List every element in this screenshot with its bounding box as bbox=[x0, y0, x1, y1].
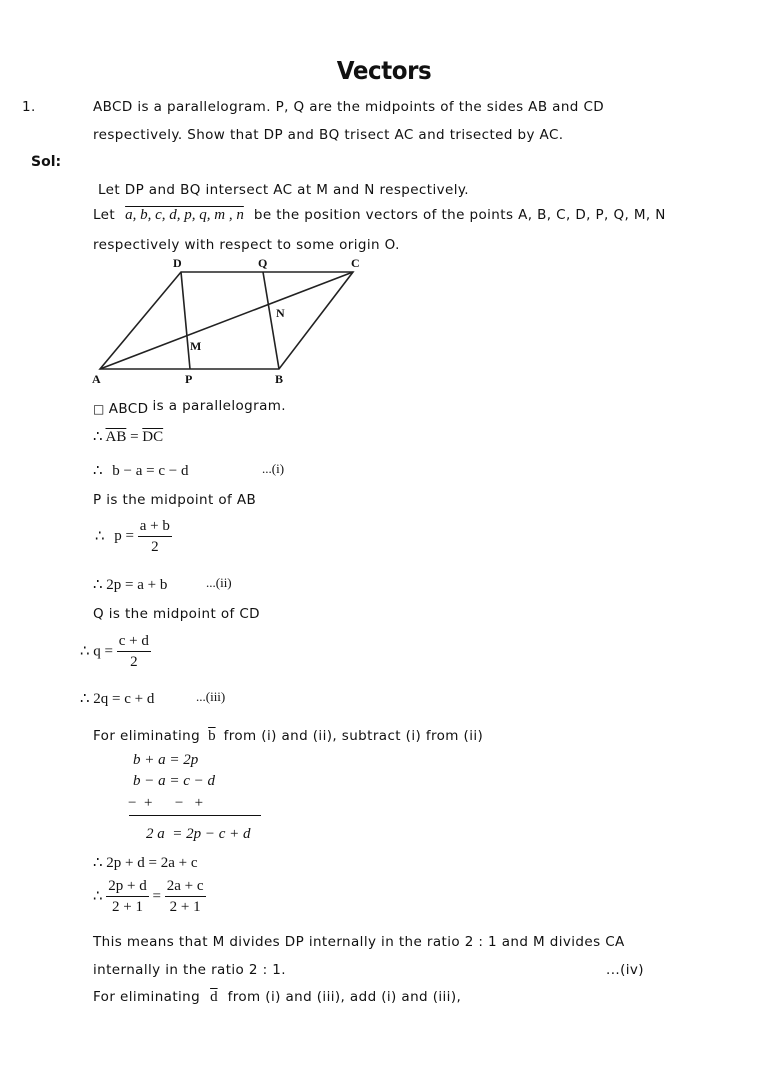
step-parallelogram bbox=[93, 400, 286, 418]
numerator: a + b bbox=[138, 518, 172, 537]
step-eq-i bbox=[93, 461, 189, 480]
sub-divider bbox=[129, 815, 261, 816]
p-midpoint-text: P is the midpoint of AB bbox=[93, 492, 257, 508]
square-symbol: □ bbox=[93, 402, 105, 416]
parallelogram-figure bbox=[88, 255, 378, 390]
equals-sign: = bbox=[130, 429, 139, 445]
solution-label: Sol: bbox=[31, 154, 62, 170]
therefore-symbol: ∴ bbox=[93, 577, 103, 593]
eliminate-suffix: from (i) and (iii), add (i) and (iii), bbox=[227, 989, 462, 1005]
equation-i: b − a = c − d bbox=[112, 463, 189, 479]
denominator: 2 + 1 bbox=[112, 899, 144, 915]
fraction-right bbox=[165, 878, 206, 916]
segment-dp bbox=[181, 272, 190, 369]
numerator: 2a + c bbox=[165, 878, 206, 897]
step-p-fraction bbox=[95, 518, 172, 556]
intro-line-1: Let DP and BQ intersect AC at M and N respectively. bbox=[98, 182, 469, 198]
conclusion-line-1: This means that M divides DP internally in the ratio 2 : 1 and M divides CA bbox=[93, 934, 625, 950]
label-c: C bbox=[351, 256, 360, 270]
therefore-symbol: ∴ bbox=[80, 643, 90, 660]
segment-bq bbox=[263, 272, 279, 369]
conclusion-line-2: internally in the ratio 2 : 1. bbox=[93, 962, 286, 978]
step-eq-ii bbox=[93, 575, 167, 594]
fraction bbox=[138, 518, 172, 556]
eliminate-prefix: For eliminating bbox=[93, 728, 201, 744]
sub-row-2: b − a = c − d bbox=[133, 773, 216, 789]
equation-2p-d: 2p + d = 2a + c bbox=[106, 855, 198, 871]
denominator: 2 bbox=[130, 654, 138, 670]
eliminate-b-line bbox=[93, 727, 483, 745]
q-lhs: q = bbox=[93, 643, 114, 660]
let-prefix: Let bbox=[93, 207, 116, 223]
denominator: 2 + 1 bbox=[169, 899, 201, 915]
equation-ii: 2p = a + b bbox=[106, 577, 168, 593]
vector-dc: $\overline{DC}$ bbox=[142, 429, 164, 445]
step-2p-plus-d bbox=[93, 853, 198, 872]
denominator: 2 bbox=[151, 539, 159, 555]
q-midpoint-text: Q is the midpoint of CD bbox=[93, 606, 260, 622]
sub-result: 2 a = 2p − c + d bbox=[146, 826, 251, 842]
therefore-symbol: ∴ bbox=[95, 528, 105, 545]
label-p: P bbox=[185, 372, 193, 386]
step-eq-iii bbox=[80, 689, 154, 708]
step-q-fraction bbox=[80, 633, 151, 671]
label-q: Q bbox=[258, 256, 268, 270]
label-d: D bbox=[173, 256, 182, 270]
var-d: $\overline{d}$ bbox=[210, 989, 218, 1005]
label-a: A bbox=[92, 372, 101, 386]
eliminate-suffix: from (i) and (ii), subtract (i) from (ii) bbox=[223, 728, 484, 744]
fraction bbox=[117, 633, 151, 671]
therefore-symbol: ∴ bbox=[93, 888, 103, 905]
therefore-symbol: ∴ bbox=[93, 463, 103, 479]
page-title: Vectors bbox=[336, 56, 432, 85]
eliminate-prefix: For eliminating bbox=[93, 989, 201, 1005]
label-b: B bbox=[275, 372, 284, 386]
step-ab-eq-dc bbox=[93, 427, 163, 446]
tag-ii: ...(ii) bbox=[206, 575, 232, 590]
label-n: N bbox=[276, 306, 285, 320]
therefore-symbol: ∴ bbox=[93, 855, 103, 871]
intro-line-2 bbox=[93, 206, 666, 224]
var-b: $\overline{b}$ bbox=[208, 728, 216, 744]
abcd-text: ABCD bbox=[108, 401, 149, 417]
eliminate-d-line bbox=[93, 988, 461, 1006]
fraction-left bbox=[106, 878, 148, 916]
vector-ab: $\overline{AB}$ bbox=[105, 429, 127, 445]
question-line-1: ABCD is a parallelogram. P, Q are the midpoints of the sides AB and CD bbox=[93, 99, 605, 115]
numerator: 2p + d bbox=[106, 878, 148, 897]
therefore-symbol: ∴ bbox=[93, 429, 103, 445]
tag-iii: ...(iii) bbox=[196, 689, 226, 704]
vector-list: a, b, c, d, p, q, m , n bbox=[125, 207, 244, 223]
therefore-symbol: ∴ bbox=[80, 691, 90, 707]
sub-row-1: b + a = 2p bbox=[133, 752, 199, 768]
intro-line-3: respectively with respect to some origin O. bbox=[93, 237, 400, 253]
numerator: c + d bbox=[117, 633, 151, 652]
equation-iii: 2q = c + d bbox=[93, 691, 155, 707]
question-number: 1. bbox=[22, 99, 36, 115]
question-line-2: respectively. Show that DP and BQ trisect AC and trisected by AC. bbox=[93, 127, 564, 143]
let-suffix: be the position vectors of the points A, B, C, D, P, Q, M, N bbox=[253, 207, 666, 223]
tag-i: ...(i) bbox=[262, 461, 285, 476]
equals-sign: = bbox=[152, 888, 161, 905]
step-ratio-fraction bbox=[93, 878, 206, 916]
sub-signs: − + − + bbox=[128, 795, 204, 811]
p-lhs: p = bbox=[114, 528, 135, 545]
is-parallelogram-text: is a parallelogram. bbox=[152, 398, 286, 414]
tag-iv: ...(iv) bbox=[606, 962, 644, 978]
label-m: M bbox=[190, 339, 202, 353]
